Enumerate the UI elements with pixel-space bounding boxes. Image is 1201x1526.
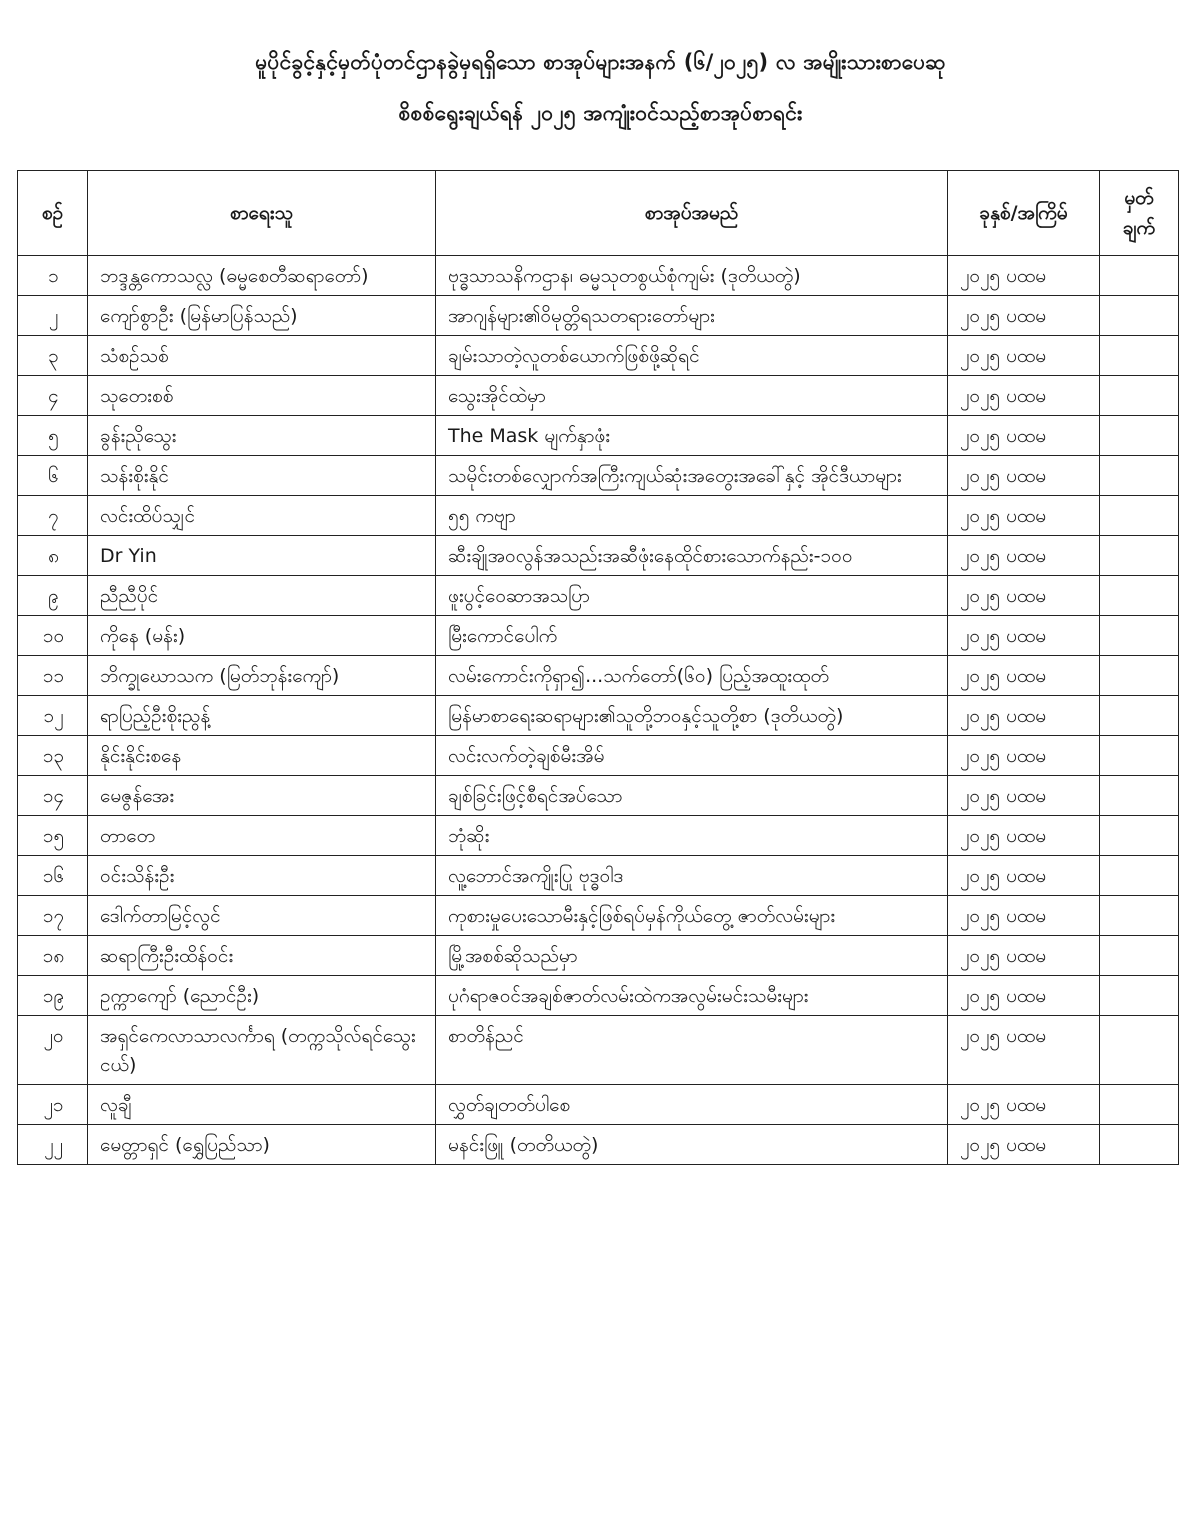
table-row — [18, 976, 1179, 1016]
row-number: ၅ — [18, 416, 88, 456]
book-title-cell: လူ့ဘောင်အကျိုးပြု ဗုဒ္ဓဝါဒ — [436, 856, 948, 896]
document-title-block — [0, 48, 1201, 150]
remark-cell — [1100, 1125, 1179, 1165]
edition-cell: ၂၀၂၅ ပထမ — [948, 456, 1100, 496]
author-cell: ခွန်းညိုသွေး — [88, 416, 436, 456]
author-cell: ဆရာကြီးဦးထိန်ဝင်း — [88, 936, 436, 976]
author-cell: ရာပြည့်ဦးစိုးညွန့် — [88, 696, 436, 736]
row-number: ၁၀ — [18, 616, 88, 656]
remark-cell — [1100, 816, 1179, 856]
remark-cell — [1100, 296, 1179, 336]
edition-cell: ၂၀၂၅ ပထမ — [948, 656, 1100, 696]
edition-cell: ၂၀၂၅ ပထမ — [948, 336, 1100, 376]
remark-cell — [1100, 976, 1179, 1016]
edition-cell: ၂၀၂၅ ပထမ — [948, 1016, 1100, 1085]
row-number: ၁၄ — [18, 776, 88, 816]
author-cell: တာတေ — [88, 816, 436, 856]
author-cell: ညီညီပိုင် — [88, 576, 436, 616]
edition-cell: ၂၀၂၅ ပထမ — [948, 936, 1100, 976]
table-row — [18, 1016, 1179, 1085]
row-number: ၁၇ — [18, 896, 88, 936]
book-title-cell: ချမ်းသာတဲ့လူတစ်ယောက်ဖြစ်ဖို့ဆိုရင် — [436, 336, 948, 376]
header-row — [18, 171, 1179, 256]
table-row — [18, 456, 1179, 496]
row-number: ၁၂ — [18, 696, 88, 736]
edition-cell: ၂၀၂၅ ပထမ — [948, 496, 1100, 536]
edition-cell: ၂၀၂၅ ပထမ — [948, 536, 1100, 576]
author-cell: ဘိက္ခုဃောသက (မြတ်ဘုန်းကျော်) — [88, 656, 436, 696]
table-row — [18, 616, 1179, 656]
edition-cell: ၂၀၂၅ ပထမ — [948, 1125, 1100, 1165]
book-title-cell: သွေးအိုင်ထဲမှာ — [436, 376, 948, 416]
row-number: ၉ — [18, 576, 88, 616]
book-title-cell: ပုဂံရာဇဝင်အချစ်ဇာတ်လမ်းထဲကအလွမ်းမင်းသမီးများ — [436, 976, 948, 1016]
remark-cell — [1100, 1016, 1179, 1085]
table-row — [18, 376, 1179, 416]
book-title-cell: မြို့အစစ်ဆိုသည်မှာ — [436, 936, 948, 976]
remark-cell — [1100, 456, 1179, 496]
table-row — [18, 896, 1179, 936]
edition-cell: ၂၀၂၅ ပထမ — [948, 896, 1100, 936]
table-row — [18, 696, 1179, 736]
author-cell: ကျော်စွာဦး (မြန်မာပြန်သည်) — [88, 296, 436, 336]
remark-cell — [1100, 656, 1179, 696]
row-number: ၁၃ — [18, 736, 88, 776]
book-title-cell: ဗုဒ္ဓသာသနိကဌာန၊ ဓမ္မသုတစွယ်စုံကျမ်း (ဒုတိယတွဲ) — [436, 256, 948, 296]
table-row — [18, 736, 1179, 776]
row-number: ၂၀ — [18, 1016, 88, 1085]
remark-cell — [1100, 736, 1179, 776]
author-cell: သန်းစိုးနိုင် — [88, 456, 436, 496]
row-number: ၁၉ — [18, 976, 88, 1016]
edition-cell: ၂၀၂၅ ပထမ — [948, 736, 1100, 776]
edition-cell: ၂၀၂၅ ပထမ — [948, 776, 1100, 816]
row-number: ၁၈ — [18, 936, 88, 976]
book-title-cell: ဆီးချိုအဝလွန်အသည်းအဆီဖုံးနေထိုင်စားသောက်နည်း-၁၀၀ — [436, 536, 948, 576]
author-cell: ကိုနေ (မန်း) — [88, 616, 436, 656]
edition-cell: ၂၀၂၅ ပထမ — [948, 376, 1100, 416]
row-number: ၁၆ — [18, 856, 88, 896]
remark-cell — [1100, 256, 1179, 296]
author-cell: မေဇွန်အေး — [88, 776, 436, 816]
remark-cell — [1100, 856, 1179, 896]
header-no: စဉ် — [18, 171, 88, 256]
author-cell: သံစဉ်သစ် — [88, 336, 436, 376]
header-edition: ခုနှစ်/အကြိမ် — [948, 171, 1100, 256]
table-row — [18, 1085, 1179, 1125]
edition-cell: ၂၀၂၅ ပထမ — [948, 976, 1100, 1016]
book-title-cell: မနင်းဖြူ (တတိယတွဲ) — [436, 1125, 948, 1165]
row-number: ၂၂ — [18, 1125, 88, 1165]
author-cell: ဘဒ္ဒန္တကောသလ္လ (ဓမ္မစေတီဆရာတော်) — [88, 256, 436, 296]
table-body — [18, 256, 1179, 1165]
header-book-title: စာအုပ်အမည် — [436, 171, 948, 256]
author-cell: ဝင်းသိန်းဦး — [88, 856, 436, 896]
book-list-table — [17, 170, 1179, 1165]
book-title-cell: ချစ်ခြင်းဖြင့်စီရင်အပ်သော — [436, 776, 948, 816]
author-cell: ဥက္ကာကျော် (ညောင်ဦး) — [88, 976, 436, 1016]
remark-cell — [1100, 776, 1179, 816]
table-row — [18, 536, 1179, 576]
book-title-cell: လမ်းကောင်းကိုရှာ၍...သက်တော်(၆၀) ပြည့်အထူးထုတ် — [436, 656, 948, 696]
author-cell: မေတ္တာရှင် (ရွှေပြည်သာ) — [88, 1125, 436, 1165]
remark-cell — [1100, 936, 1179, 976]
table-row — [18, 336, 1179, 376]
remark-cell — [1100, 416, 1179, 456]
author-cell: နိုင်းနိုင်းစနေ — [88, 736, 436, 776]
row-number: ၆ — [18, 456, 88, 496]
edition-cell: ၂၀၂၅ ပထမ — [948, 616, 1100, 656]
table-row — [18, 656, 1179, 696]
remark-cell — [1100, 376, 1179, 416]
book-title-cell: ကုစားမှုပေးသောမီးနှင့်ဖြစ်ရပ်မှန်ကိုယ်တွေ့ ဇာတ်လမ်းများ — [436, 896, 948, 936]
remark-cell — [1100, 696, 1179, 736]
row-number: ၈ — [18, 536, 88, 576]
table-row — [18, 776, 1179, 816]
header-remark-line2: ချက် — [1122, 217, 1156, 239]
edition-cell: ၂၀၂၅ ပထမ — [948, 416, 1100, 456]
row-number: ၂ — [18, 296, 88, 336]
remark-cell — [1100, 496, 1179, 536]
remark-cell — [1100, 336, 1179, 376]
author-cell: လင်းထိပ်သျှင် — [88, 496, 436, 536]
table-row — [18, 816, 1179, 856]
book-title-cell: မြန်မာစာရေးဆရာများ၏သူတို့ဘဝနှင့်သူတို့စာ (ဒုတိယတွဲ) — [436, 696, 948, 736]
edition-cell: ၂၀၂၅ ပထမ — [948, 816, 1100, 856]
table-row — [18, 256, 1179, 296]
row-number: ၇ — [18, 496, 88, 536]
table-row — [18, 496, 1179, 536]
edition-cell: ၂၀၂၅ ပထမ — [948, 856, 1100, 896]
remark-cell — [1100, 616, 1179, 656]
table-row — [18, 856, 1179, 896]
table-row — [18, 416, 1179, 456]
remark-cell — [1100, 576, 1179, 616]
book-title-cell: ဖူးပွင့်ဝေဆာအသပြာ — [436, 576, 948, 616]
table-header — [18, 171, 1179, 256]
remark-cell — [1100, 536, 1179, 576]
header-author: စာရေးသူ — [88, 171, 436, 256]
book-title-cell: လွှတ်ချတတ်ပါစေ — [436, 1085, 948, 1125]
author-cell: Dr Yin — [88, 536, 436, 576]
author-cell: ဒေါက်တာမြင့်လွင် — [88, 896, 436, 936]
book-title-cell: ၅၅ ကဗျာ — [436, 496, 948, 536]
row-number: ၁၅ — [18, 816, 88, 856]
edition-cell: ၂၀၂၅ ပထမ — [948, 1085, 1100, 1125]
table-row — [18, 936, 1179, 976]
edition-cell: ၂၀၂၅ ပထမ — [948, 576, 1100, 616]
book-title-cell: စာတိန်ညင် — [436, 1016, 948, 1085]
author-cell: သုတေးစစ် — [88, 376, 436, 416]
row-number: ၃ — [18, 336, 88, 376]
book-title-cell: The Mask မျက်နှာဖုံး — [436, 416, 948, 456]
header-remark-line1: မှတ် — [1124, 187, 1154, 209]
book-title-cell: လင်းလက်တဲ့ချစ်မီးအိမ် — [436, 736, 948, 776]
header-remark — [1100, 171, 1179, 256]
book-title-cell: အာဂျန်များ၏ဝိမုတ္တိရသတရားတော်များ — [436, 296, 948, 336]
table-row — [18, 576, 1179, 616]
edition-cell: ၂၀၂၅ ပထမ — [948, 696, 1100, 736]
row-number: ၁ — [18, 256, 88, 296]
row-number: ၂၁ — [18, 1085, 88, 1125]
remark-cell — [1100, 1085, 1179, 1125]
document-title: မူပိုင်ခွင့်နှင့်မှတ်ပုံတင်ဌာနခွဲမှရရှိသော စာအုပ်များအနက် (၆/၂၀၂၅) လ အမျိုးသားစာပေဆု — [255, 50, 946, 74]
row-number: ၁၁ — [18, 656, 88, 696]
table-row — [18, 1125, 1179, 1165]
document-subtitle: စိစစ်ရွေးချယ်ရန် ၂၀၂၅ အကျုံးဝင်သည့်စာအုပ်စာရင်း — [398, 101, 803, 125]
book-title-cell: သမိုင်းတစ်လျှောက်အကြီးကျယ်ဆုံးအတွေးအခေါ်နှင့် အိုင်ဒီယာများ — [436, 456, 948, 496]
author-cell: အရှင်ကေလာသာလင်္ကာရ (တက္ကသိုလ်ရင်သွေးငယ်) — [88, 1016, 436, 1085]
remark-cell — [1100, 896, 1179, 936]
book-title-cell: ဘုံဆိုး — [436, 816, 948, 856]
book-title-cell: မြီးကောင်ပေါက် — [436, 616, 948, 656]
row-number: ၄ — [18, 376, 88, 416]
edition-cell: ၂၀၂၅ ပထမ — [948, 256, 1100, 296]
edition-cell: ၂၀၂၅ ပထမ — [948, 296, 1100, 336]
table-row — [18, 296, 1179, 336]
author-cell: လူချီ — [88, 1085, 436, 1125]
